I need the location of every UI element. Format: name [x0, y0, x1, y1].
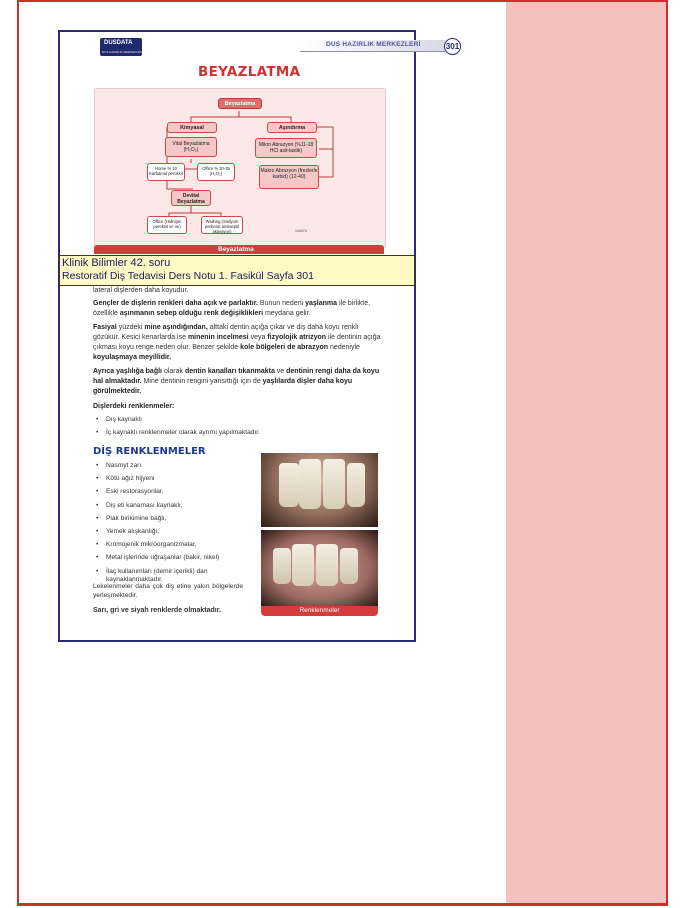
photo-caption-bar: [261, 606, 378, 616]
renklenme-types-list: [93, 416, 385, 442]
list-item: • Dış kaynaklı: [93, 416, 385, 424]
paragraph-tail-1: [93, 582, 243, 600]
text-run: fizyolojik atrizyon: [267, 334, 327, 341]
text-run: minenin incelmesi: [187, 334, 249, 341]
text-run: Fasiyal: [93, 324, 117, 331]
photo-caption: Renklenmeler: [299, 607, 340, 614]
teeth-photo-2: [261, 530, 378, 606]
list-item: • İç kaynaklı renklenmeler olarak ayrımı yapılmaktadır.: [93, 429, 385, 437]
discoloration-causes-list: [93, 462, 248, 589]
list-item: • İlaç kullanımları (demir içerikli) dan kaynaklanmaktadır.: [93, 568, 248, 584]
node-makro-abrazyon: Makro Abrazyon (frezlerle karbid) (12-40): [259, 165, 319, 189]
node-beyazlatma: Beyazlatma: [218, 98, 262, 109]
text-run: ile dentinin açığa çıkması koyu renge neden olur. Benzer şekilde: [93, 334, 381, 351]
paragraph-3: [93, 367, 385, 397]
text-run: Dişlerdeki renklenmeler:: [93, 403, 175, 410]
text-run: yaşlılarda dişler daha koyu görülmektedir.: [93, 378, 353, 395]
bottom-border: [17, 903, 668, 906]
text-run: Gençler de dişlerin renkleri daha açık ve parlaktır.: [93, 300, 258, 307]
list-item: • Nasmyt zarı: [93, 462, 248, 470]
page-title: BEYAZLATMA: [198, 64, 301, 80]
text-run: Mine dentinin rengini yansıttığı için de: [141, 378, 263, 385]
text-run: olarak: [162, 368, 185, 375]
logo-subtext: DUS HAZIRLIK MERKEZLERİ: [102, 50, 143, 54]
text-run: meydana gelir.: [263, 310, 311, 317]
node-office: Office % 20-35 (H₂O₂): [197, 163, 235, 181]
node-walking: Walking (Sodyum perborat ansiseptil aktivayon): [201, 216, 243, 234]
text-run: kole bölgeleri de abrazyon: [240, 344, 329, 351]
text-run: lateral dişlerden daha koyudur.: [93, 287, 189, 294]
text-run: veya: [248, 334, 268, 341]
text-run: nedeniyle: [328, 344, 360, 351]
paragraph-2: [93, 323, 385, 363]
text-run: Lekelenmeler daha çok diş etine yakın bölgelerde yerleşmektedir.: [93, 583, 243, 599]
diagram-code: 10d374: [295, 229, 307, 233]
text-run: Bunun nedeni: [257, 300, 306, 307]
text-run: Ayrıca yaşlılığa bağlı: [93, 368, 162, 375]
node-asindirma: Aşındırma: [267, 122, 317, 133]
node-mikro-abrazyon: Mikro Abrazyon (%11-18 HCl asit-lastik): [255, 138, 317, 158]
list-item: • Yemek alışkanlığı,: [93, 528, 248, 536]
node-kimyasal: Kimyasal: [167, 122, 217, 133]
logo-text: DUSDATA: [104, 40, 133, 46]
text-run: yaşlanma: [305, 300, 338, 307]
section-title: DİŞ RENKLENMELER: [93, 446, 206, 457]
teeth-photo-1: [261, 453, 378, 527]
list-item: • Plak birikimine bağlı,: [93, 515, 248, 523]
text-run: dentin kanalları tıkanmakta: [184, 368, 275, 375]
paragraph-0: [93, 286, 385, 296]
paragraph-tail-2: [93, 606, 243, 615]
text-run: aşınmanın sebep olduğu renk değişiklikleri: [119, 310, 264, 317]
list-item: • Eski restorasyonlar,: [93, 488, 248, 496]
text-run: yüzdeki: [116, 324, 145, 331]
list-item: • Kromojenik mikroorganizmalar,: [93, 541, 248, 549]
text-run: Sarı, gri ve siyah renklerde olmaktadır.: [93, 607, 222, 614]
node-office-2: Office (Hidrojen peroksit ve ısı): [147, 216, 187, 234]
text-run: ve: [274, 368, 287, 375]
list-item: • Kötü ağız hijyeni: [93, 475, 248, 483]
side-panel: [506, 2, 666, 904]
paragraph-4: [93, 402, 385, 412]
whitening-diagram: [94, 88, 386, 248]
page-number: 301: [444, 38, 461, 55]
text-run: alttaki dentin açığa çıkar ve diş daha koyu renkli gözükür. Kesici kenarlarda ise: [93, 324, 359, 341]
diagram-caption: Beyazlatma: [218, 246, 254, 253]
node-devital: Devital Beyazlatma: [171, 190, 211, 206]
node-vital: Vital Beyazlatma (H₂O₂): [165, 137, 217, 157]
paragraph-1: [93, 299, 385, 319]
note-question: Klinik Bilimler 42. soru: [62, 257, 171, 269]
node-home: Home % 10 Karbamid peroksit: [147, 163, 185, 181]
list-item: • Metal işlerinde uğraşanlar (bakır, nikel): [93, 554, 248, 562]
list-item: • Diş eti kanaması kaynaklı,: [93, 502, 248, 510]
header-title: DUS HAZIRLIK MERKEZLERİ: [326, 41, 421, 48]
text-run: mine aşındığından,: [144, 324, 208, 331]
text-run: koyulaşmaya meyillidir.: [93, 354, 172, 361]
note-source: Restoratif Diş Tedavisi Ders Notu 1. Fasikül Sayfa 301: [62, 270, 314, 282]
text-run: ile birlikte, özellikle: [93, 300, 371, 317]
text-run: dentinin rengi daha da koyu hal almaktadır.: [93, 368, 380, 385]
